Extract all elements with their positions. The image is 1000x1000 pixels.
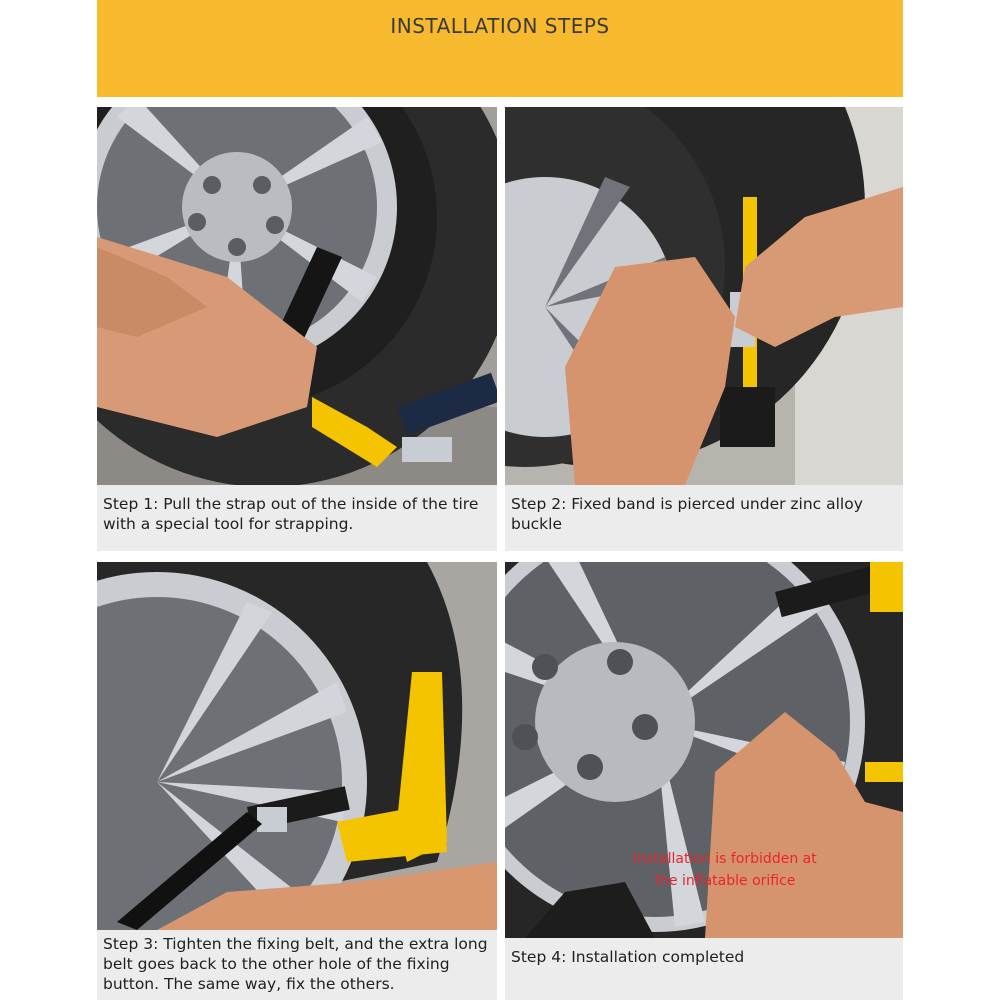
warning-line-1: Installation is forbidden at [633, 851, 817, 867]
step-4-photo [505, 562, 903, 938]
page-title: INSTALLATION STEPS [390, 13, 610, 38]
warning-text [605, 848, 845, 892]
warning-line-2: the inflatable orifice [654, 873, 796, 889]
step-4-caption: Step 4: Installation completed [505, 938, 903, 1000]
step-1-caption: Step 1: Pull the strap out of the inside of the tire with a special tool for strapping. [97, 485, 497, 551]
step-3-caption: Step 3: Tighten the fixing belt, and the extra long belt goes back to the other hole of the fixing button. The same way, fix the others. [97, 930, 497, 1000]
step-1-photo [97, 107, 497, 485]
step-3-photo [97, 562, 497, 930]
step-2-caption: Step 2: Fixed band is pierced under zinc alloy buckle [505, 485, 903, 551]
header-banner [97, 0, 903, 97]
step-2-photo [505, 107, 903, 485]
